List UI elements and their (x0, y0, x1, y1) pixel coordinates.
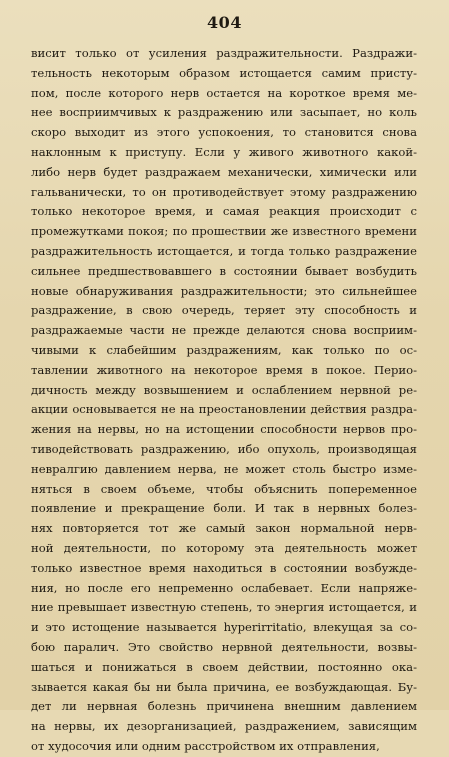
text-line: нях повторяется тот же самый закон нормальной нерв- (31, 521, 417, 536)
text-line: няться в своем объеме, чтобы объяснить попеременное (31, 481, 417, 496)
text-line: тавлении животного на некоторое время в покое. Перио- (31, 362, 417, 377)
text-line: дичность между возвышением и ослаблением нервной ре- (31, 382, 417, 397)
text-line: раздражительность истощается, и тогда только раздражение (31, 243, 417, 258)
text-line: от худосочия или одним расстройством их отправления, (31, 738, 380, 753)
text-line: либо нерв будет раздражаем механически, химически или (31, 164, 417, 179)
text-line: только некоторое время, и самая реакция происходит с (31, 204, 417, 219)
text-line: жения на нервы, но на истощении способности нервов про- (31, 422, 417, 437)
text-line: наклонным к приступу. Если у живого животного какой- (31, 144, 417, 159)
text-line: невралгию давлением нерва, не может столь быстро изме- (31, 461, 417, 476)
text-line: раздражаемые части не прежде делаются снова восприим- (31, 323, 417, 338)
text-line: сильнее предшествовавшего в состоянии бывает возбудить (31, 263, 417, 278)
text-line: новые обнаруживания раздражительности; это сильнейшее (31, 283, 417, 298)
text-line: гальванически, то он противодействует этому раздражению (31, 184, 417, 199)
text-line: на нервы, их дезорганизацией, раздражением, зависящим (31, 719, 417, 734)
text-line: только известное время находиться в состоянии возбужде- (31, 560, 417, 575)
text-line: пом, после которого нерв остается на короткое время ме- (31, 85, 417, 100)
text-line: тиводействовать раздражению, ибо опухоль, производящая (31, 441, 417, 456)
text-line: нее восприимчивых к раздражению или засыпает, но коль (31, 105, 417, 120)
page-number: 404 (207, 13, 242, 32)
text-line: чивыми к слабейшим раздражениям, как только по ос- (31, 342, 417, 357)
text-line: ние превышает известную степень, то энергия истощается, и (31, 600, 417, 615)
text-line: раздражение, в свою очередь, теряет эту способность и (31, 303, 417, 318)
text-line: бою паралич. Это свойство нервной деятельности, возвы- (31, 639, 417, 654)
text-line: акции основывается не на преостановлении действия раздра- (31, 402, 417, 417)
text-line: шаться и понижаться в своем действии, постоянно ока- (31, 659, 417, 674)
text-line: появление и прекращение боли. И так в нервных болез- (31, 501, 417, 516)
text-line: ной деятельности, по которому эта деятельность может (31, 540, 417, 555)
text-line: висит только от усиления раздражительности. Раздражи- (31, 46, 417, 60)
text-line: ния, но после его непременно ослабевает. Если напряже- (31, 580, 417, 595)
body-text (31, 44, 417, 757)
text-line: тельность некоторым образом истощается самим присту- (31, 65, 417, 80)
text-line: промежутками покоя; по прошествии же известного времени (31, 224, 417, 239)
text-line: и это истощение называется hyperirritatio, влекущая за со- (31, 620, 417, 635)
text-line: скоро выходит из этого успокоения, то становится снова (31, 125, 417, 140)
text-line: зывается какая бы ни была причина, ее возбуждающая. Бу- (31, 679, 417, 694)
text-line: дет ли нервная болезнь причинена внешним давлением (31, 699, 417, 714)
